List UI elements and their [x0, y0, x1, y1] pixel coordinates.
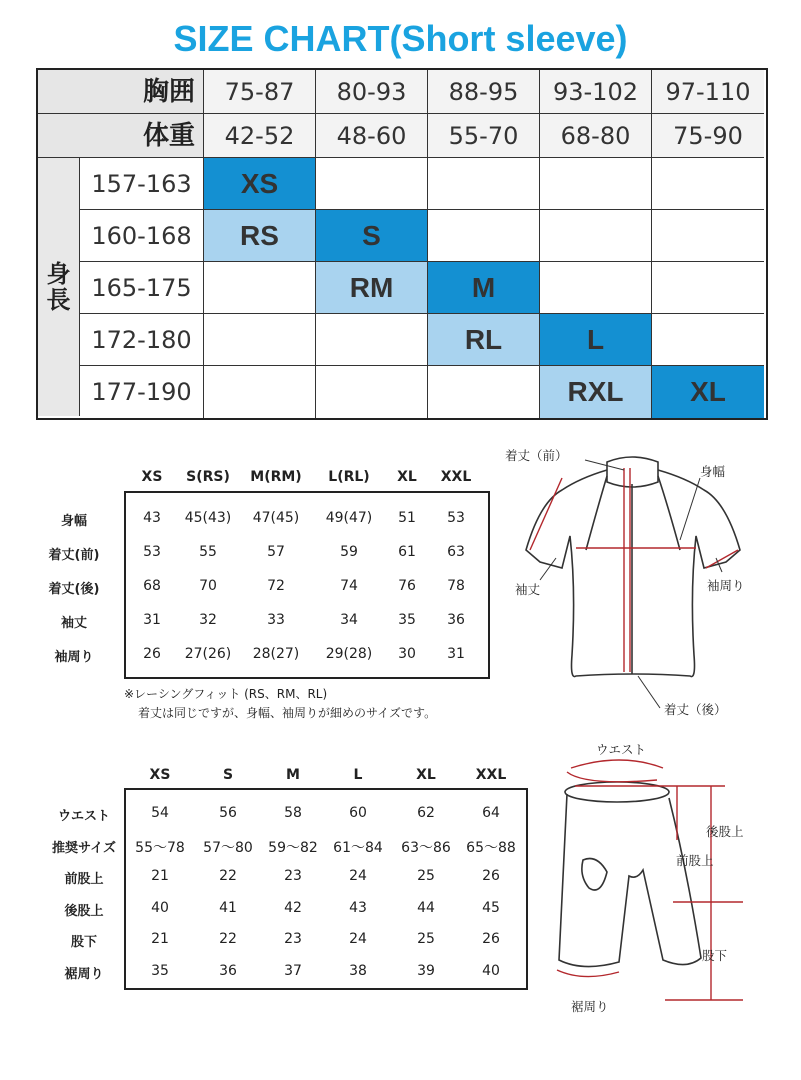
shorts-table-cell: 55～78 — [135, 839, 185, 856]
shorts-table-cell: 39 — [417, 962, 435, 979]
label-front-rise: 前股上 — [676, 853, 714, 868]
shorts-table-cell: 21 — [151, 868, 169, 884]
shorts-table-cell: 61～84 — [333, 839, 383, 856]
shorts-table-cell: 35 — [151, 962, 169, 979]
size-cell-empty — [204, 262, 316, 314]
size-cell-empty — [652, 158, 764, 210]
shirt-table-cell: 59 — [340, 544, 358, 560]
height-range: 160-168 — [80, 210, 204, 262]
shorts-table-cell: 62 — [417, 805, 435, 821]
size-cell-empty — [316, 158, 428, 210]
label-sleeve-length: 袖丈 — [515, 582, 541, 597]
shirt-table-cell: 78 — [447, 578, 465, 594]
shorts-table-cell: 41 — [219, 899, 237, 916]
shirt-table-cell: 63 — [447, 544, 465, 560]
label-back-rise: 後股上 — [706, 824, 744, 839]
shorts-table-cell: 65～88 — [466, 839, 516, 856]
chest-range: 97-110 — [652, 70, 764, 114]
size-cell-xs: XS — [204, 158, 316, 210]
size-cell-m: M — [428, 262, 540, 314]
shorts-table-cell: 21 — [151, 931, 169, 947]
height-range: 165-175 — [80, 262, 204, 314]
size-cell-empty — [652, 262, 764, 314]
shorts-table-border — [124, 788, 528, 990]
size-cell-empty — [428, 158, 540, 210]
weight-range: 42-52 — [204, 114, 316, 158]
shirt-table-cell: 36 — [447, 612, 465, 628]
size-cell-s: S — [316, 210, 428, 262]
chest-range: 75-87 — [204, 70, 316, 114]
shirt-table-cell: 30 — [398, 646, 416, 662]
size-cell-empty — [540, 158, 652, 210]
size-cell-rm: RM — [316, 262, 428, 314]
shorts-table-cell: 57～80 — [203, 839, 253, 856]
shirt-table-row-label: 身幅 — [60, 514, 87, 529]
shirt-table-row-label: 着丈(前) — [48, 548, 100, 563]
shorts-table-cell: 25 — [417, 868, 435, 884]
shorts-table-cell: 40 — [151, 899, 169, 916]
weight-range: 68-80 — [540, 114, 652, 158]
racing-fit-note-detail: 着丈は同じですが、身幅、袖周りが細めのサイズです。 — [138, 706, 437, 720]
shirt-table-column-header: S(RS) — [186, 469, 230, 485]
shorts-table-cell: 26 — [482, 868, 500, 884]
size-cell-empty — [204, 366, 316, 418]
height-range: 157-163 — [80, 158, 204, 210]
shirt-table-column-header: M(RM) — [250, 469, 302, 485]
size-cell-l: L — [540, 314, 652, 366]
shirt-table-column-header: XXL — [440, 469, 472, 485]
shirt-table-cell: 35 — [398, 612, 416, 628]
shorts-table-cell: 23 — [284, 931, 302, 947]
shorts-table-cell: 64 — [482, 805, 500, 821]
shorts-table-cell: 43 — [349, 899, 367, 916]
shirt-table-cell: 74 — [340, 578, 358, 594]
shirt-table-cell: 34 — [340, 612, 358, 628]
shirt-table-cell: 57 — [267, 544, 285, 560]
shorts-table-row-label: 後股上 — [64, 903, 104, 919]
shirt-table-cell: 68 — [143, 578, 161, 594]
label-waist: ウエスト — [596, 742, 647, 757]
chart-title: SIZE CHART(Short sleeve) — [173, 18, 628, 59]
shirt-diagram — [500, 440, 800, 730]
weight-range: 75-90 — [652, 114, 764, 158]
shorts-table-column-header: XS — [149, 767, 171, 783]
shorts-table-cell: 44 — [417, 899, 435, 916]
shirt-table-cell: 53 — [447, 510, 465, 526]
shorts-table-column-header: XL — [416, 767, 436, 783]
label-hem: 裾周り — [571, 999, 609, 1014]
size-cell-empty — [428, 366, 540, 418]
shirt-table-cell: 45(43) — [184, 510, 232, 526]
shorts-table-cell: 24 — [349, 868, 367, 884]
label-inseam: 股下 — [702, 948, 728, 963]
chest-range: 93-102 — [540, 70, 652, 114]
size-cell-empty — [316, 314, 428, 366]
height-label-char: 身 — [46, 260, 71, 288]
shirt-table-cell: 53 — [143, 544, 161, 560]
shorts-table-row-label: 推奨サイズ — [52, 840, 116, 856]
shorts-table-cell: 58 — [284, 805, 302, 821]
shirt-table-column-header: XS — [141, 469, 163, 485]
shirt-table-cell: 51 — [398, 510, 416, 526]
shorts-table-cell: 22 — [219, 931, 237, 947]
size-cell-empty — [428, 210, 540, 262]
size-grid — [36, 68, 768, 420]
shirt-table-cell: 70 — [199, 578, 217, 594]
chest-range: 88-95 — [428, 70, 540, 114]
size-cell-empty — [540, 262, 652, 314]
shorts-table-cell: 36 — [219, 962, 237, 979]
shorts-table-row-label: 前股上 — [64, 872, 104, 887]
shorts-table-cell: 24 — [349, 931, 367, 947]
height-label-char: 長 — [46, 286, 71, 314]
size-cell-empty — [204, 314, 316, 366]
shorts-table-row-label: 裾周り — [64, 966, 104, 982]
label-sleeve-circ: 袖周り — [707, 578, 745, 593]
weight-range: 48-60 — [316, 114, 428, 158]
shirt-table-column-header: XL — [397, 469, 417, 485]
chest-header-label: 胸囲 — [38, 70, 204, 114]
shirt-table-border — [124, 491, 490, 679]
shirt-table-cell: 29(28) — [325, 646, 373, 662]
size-cell-empty — [316, 366, 428, 418]
shorts-table-cell: 54 — [151, 805, 169, 821]
label-front-length: 着丈（前） — [505, 448, 568, 463]
shirt-table-cell: 32 — [199, 612, 217, 628]
height-range: 177-190 — [80, 366, 204, 418]
height-range: 172-180 — [80, 314, 204, 366]
shorts-table-row-label: ウエスト — [57, 809, 110, 824]
shirt-table-column-header: L(RL) — [328, 469, 370, 485]
size-cell-empty — [652, 210, 764, 262]
shorts-table-cell: 23 — [284, 868, 302, 884]
shorts-table-cell: 22 — [219, 868, 237, 884]
shorts-table-cell: 45 — [482, 899, 500, 916]
shorts-table-cell: 63～86 — [401, 839, 451, 856]
shirt-table-cell: 43 — [143, 510, 161, 526]
shirt-table-cell: 72 — [267, 578, 285, 594]
shirt-table-cell: 28(27) — [252, 646, 300, 662]
shirt-table-cell: 49(47) — [325, 510, 373, 526]
shirt-table-row-label: 袖周り — [54, 650, 94, 665]
shorts-table-cell: 42 — [284, 899, 302, 916]
shirt-table-cell: 33 — [267, 612, 285, 628]
shorts-diagram — [545, 750, 755, 1010]
size-cell-rl: RL — [428, 314, 540, 366]
shorts-table-cell: 25 — [417, 931, 435, 947]
shorts-table-row-label: 股下 — [70, 935, 97, 950]
racing-fit-note: ※レーシングフィット (RS、RM、RL) — [124, 687, 328, 701]
shorts-table-cell: 40 — [482, 962, 500, 979]
shirt-table-cell: 55 — [199, 544, 217, 560]
shirt-table-cell: 26 — [143, 646, 161, 662]
shorts-table-column-header: S — [222, 767, 234, 783]
shorts-table-cell: 38 — [349, 962, 367, 979]
shorts-table-cell: 26 — [482, 931, 500, 947]
size-cell-xl: XL — [652, 366, 764, 418]
label-back-length: 着丈（後） — [664, 702, 727, 717]
shirt-table-row-label: 袖丈 — [60, 616, 87, 631]
shirt-table-cell: 61 — [398, 544, 416, 560]
weight-range: 55-70 — [428, 114, 540, 158]
shirt-table-cell: 27(26) — [184, 646, 232, 662]
chest-range: 80-93 — [316, 70, 428, 114]
label-body-width: 身幅 — [700, 464, 726, 479]
shirt-table-cell: 76 — [398, 578, 416, 594]
shorts-table-column-header: M — [286, 767, 300, 783]
shorts-table-cell: 56 — [219, 805, 237, 821]
height-header-label — [38, 158, 80, 416]
size-cell-empty — [540, 210, 652, 262]
shirt-table-cell: 47(45) — [252, 510, 300, 526]
shorts-table-cell: 60 — [349, 805, 367, 821]
shorts-table-column-header: XXL — [475, 767, 507, 783]
size-cell-empty — [652, 314, 764, 366]
size-cell-rxl: RXL — [540, 366, 652, 418]
shirt-table-row-label: 着丈(後) — [48, 582, 100, 597]
shorts-table-cell: 59～82 — [268, 839, 318, 856]
shorts-table-cell: 37 — [284, 962, 302, 979]
shorts-table-column-header: L — [353, 767, 363, 783]
shirt-table-cell: 31 — [447, 646, 465, 662]
shirt-table-cell: 31 — [143, 612, 161, 628]
size-cell-rs: RS — [204, 210, 316, 262]
weight-header-label: 体重 — [38, 114, 204, 158]
